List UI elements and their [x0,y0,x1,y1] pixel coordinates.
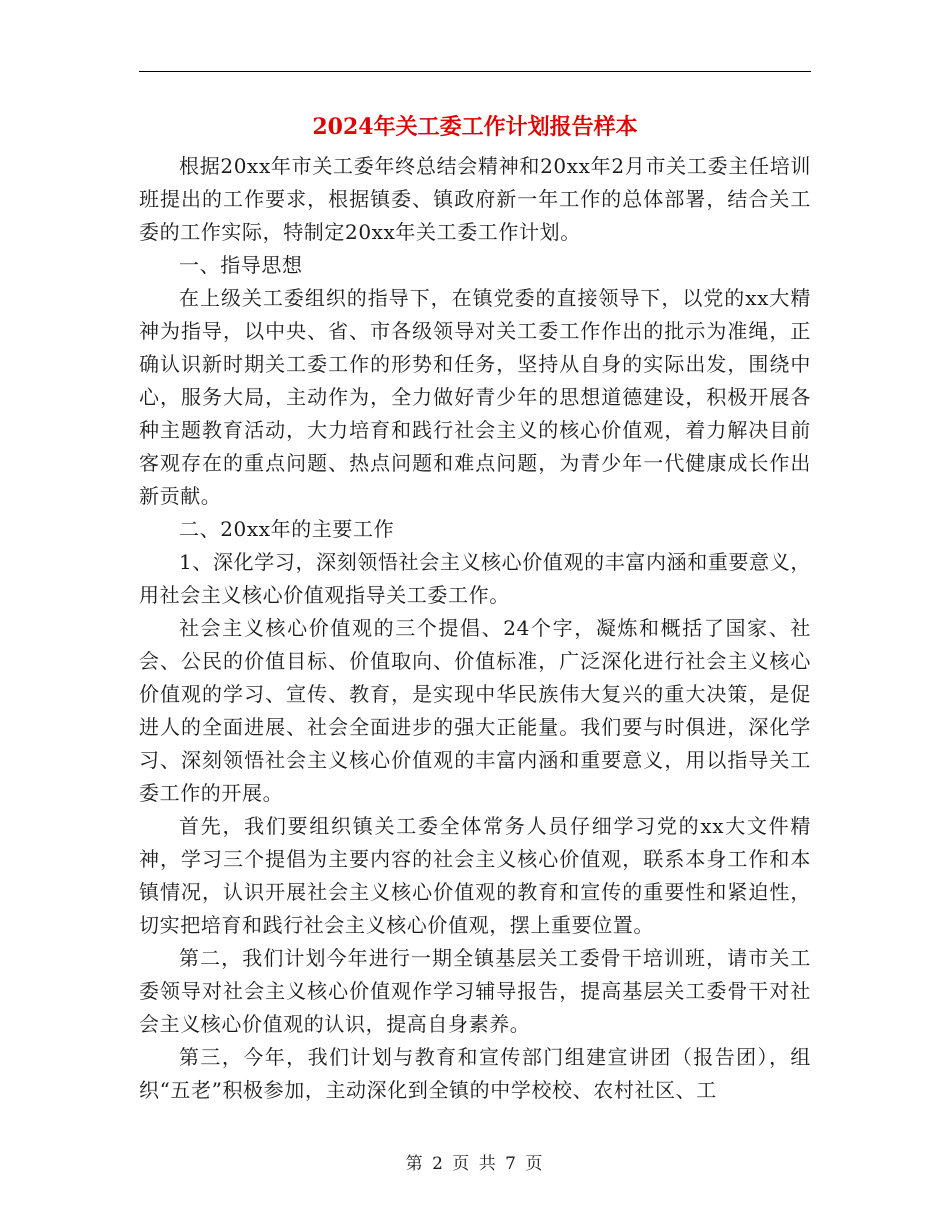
paragraph-first: 首先，我们要组织镇关工委全体常务人员仔细学习党的xx大文件精神，学习三个提倡为主要内容的社会主义核心价值观，联系本身工作和本镇情况，认识开展社会主义核心价值观的教育和宣传的重要性和紧迫性，切实把培育和践行社会主义核心价值观，摆上重要位置。 [139,814,811,937]
paragraph-second: 第二，我们计划今年进行一期全镇基层关工委骨干培训班，请市关工委领导对社会主义核心价值观作学习辅导报告，提高基层关工委骨干对社会主义核心价值观的认识，提高自身素养。 [139,946,811,1036]
page-number: 第 2 页 共 7 页 [405,1154,545,1174]
document-title: 2024年关工委工作计划报告样本 [312,114,638,140]
paragraph-guiding-thought: 在上级关工委组织的指导下，在镇党委的直接领导下，以党的xx大精神为指导，以中央、省、市各级领导对关工委工作作出的批示为准绳，正确认识新时期关工委工作的形势和任务，坚持从自身的实际出发，围绕中心，服务大局，主动作为，全力做好青少年的思想道德建设，积极开展各种主题教育活动，大力培育和践行社会主义的核心价值观，着力解决目前客观存在的重点问题、热点问题和难点问题，为青少年一代健康成长作出新贡献。 [139,286,811,508]
header-rule [139,71,811,72]
document-body [139,150,811,1107]
paragraph-item-1: 1、深化学习，深刻领悟社会主义核心价值观的丰富内涵和重要意义，用社会主义核心价值观指导关工委工作。 [139,550,811,607]
paragraph-intro: 根据20xx年市关工委年终总结会精神和20xx年2月市关工委主任培训班提出的工作要求，根据镇委、镇政府新一年工作的总体部署，结合关工委的工作实际，特制定20xx年关工委工作计划。 [139,154,811,244]
paragraph-core-values: 社会主义核心价值观的三个提倡、24个字，凝炼和概括了国家、社会、公民的价值目标、价值取向、价值标准，广泛深化进行社会主义核心价值观的学习、宣传、教育，是实现中华民族伟大复兴的重大决策，是促进人的全面进展、社会全面进步的强大正能量。我们要与时俱进，深化学习、深刻领悟社会主义核心价值观的丰富内涵和重要意义，用以指导关工委工作的开展。 [139,616,811,805]
section-heading-main-work: 二、20xx年的主要工作 [179,517,395,541]
section-heading-guiding-thought: 一、指导思想 [179,253,303,277]
paragraph-third: 第三，今年，我们计划与教育和宣传部门组建宣讲团（报告团），组织“五老”积极参加，主动深化到全镇的中学校校、农村社区、工 [139,1045,811,1102]
